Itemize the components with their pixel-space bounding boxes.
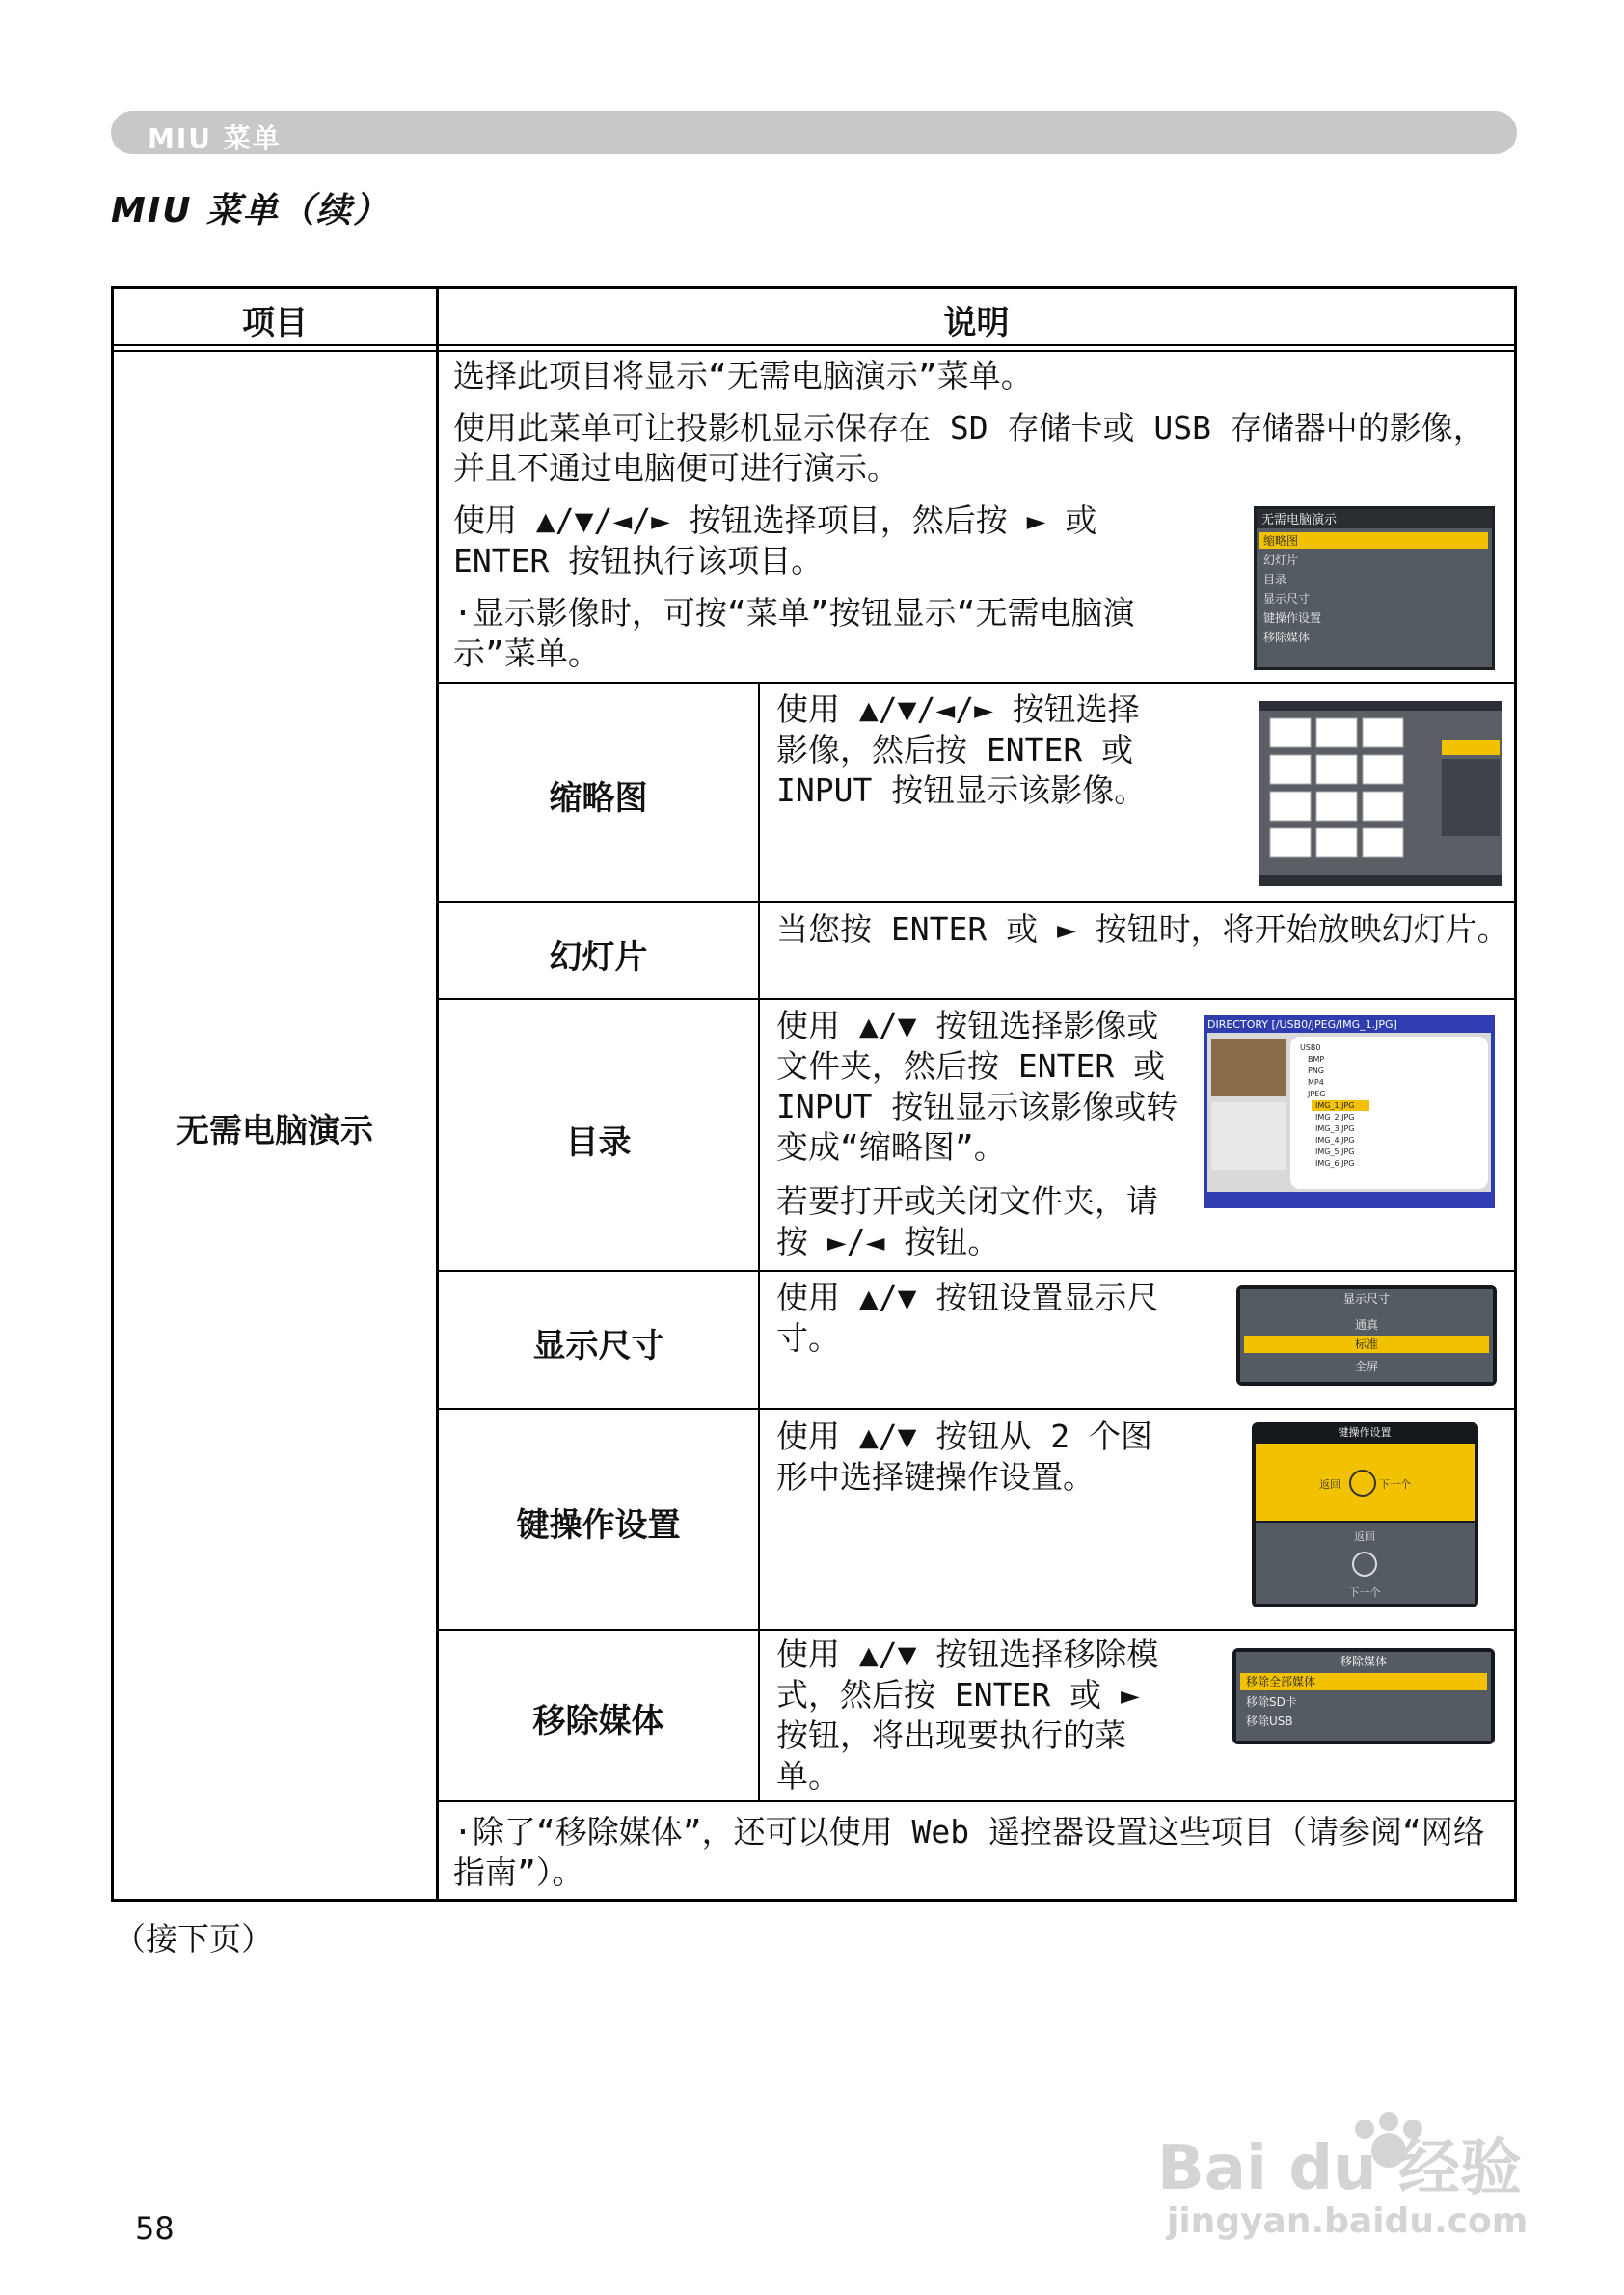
thumbnail-screenshot [1259,701,1502,886]
directory-screenshot [1204,1015,1495,1208]
page-title: MIU 菜单（续） [111,191,390,230]
section-header-bar [111,111,1517,154]
dir-tree-item: IMG_1.JPG [1315,1101,1355,1110]
dir-tree-item: IMG_2.JPG [1315,1113,1355,1121]
row-desc-directory-1: 使用 ▲/▼ 按钮选择影像或文件夹，然后按 ENTER 或 INPUT 按钮显示该影像或转变成“缩略图”。 [776,1007,1178,1166]
menu-shot-title: 无需电脑演示 [1261,513,1338,527]
keyop-shot-back-2: 返回 [1354,1530,1375,1543]
pcless-menu-screenshot [1254,506,1495,670]
menu-shot-item: 目录 [1263,573,1287,586]
size-shot-item: 通真 [1354,1318,1379,1332]
key-operation-screenshot [1252,1422,1478,1607]
menu-table [111,286,1517,1902]
remove-shot-title: 移除媒体 [1340,1655,1388,1668]
dir-tree-item: MP4 [1308,1078,1324,1087]
dir-tree-item: IMG_5.JPG [1315,1148,1355,1156]
menu-shot-item: 键操作设置 [1263,611,1322,625]
size-shot-item: 标准 [1354,1337,1379,1351]
intro-paragraph-3: 使用 ▲/▼/◄/► 按钮选择项目，然后按 ► 或 ENTER 按钮执行该项目。 [453,501,1097,580]
row-desc-directory-2: 若要打开或关闭文件夹，请按 ►/◄ 按钮。 [776,1182,1158,1260]
row-label-directory: 目录 [565,1123,632,1162]
page-number: 58 [135,2210,175,2247]
keyop-shot-title: 键操作设置 [1338,1426,1392,1439]
intro-paragraph-1: 选择此项目将显示“无需电脑演示”菜单。 [453,357,1033,394]
row-desc-remove-media: 使用 ▲/▼ 按钮选择移除模式，然后按 ENTER 或 ► 按钮，将出现要执行的菜单。 [776,1635,1159,1795]
dir-tree-item: PNG [1308,1066,1325,1075]
dir-tree-item: IMG_3.JPG [1315,1124,1355,1133]
dir-tree-item: IMG_4.JPG [1315,1136,1355,1145]
keyop-shot-next: 下一个 [1379,1478,1411,1491]
size-shot-item: 全屏 [1354,1360,1379,1373]
dir-tree-item: IMG_6.JPG [1315,1159,1355,1168]
remove-media-screenshot [1232,1648,1495,1744]
row-desc-slideshow: 当您按 ENTER 或 ► 按钮时，将开始放映幻灯片。 [776,910,1509,948]
keyop-shot-back: 返回 [1319,1478,1340,1491]
bottom-note: ·除了“移除媒体”，还可以使用 Web 遥控器设置这些项目（请参阅“网络指南”）。 [453,1813,1485,1891]
dir-tree-item: BMP [1308,1055,1325,1064]
row-label-thumbnail: 缩略图 [549,779,648,818]
remove-shot-item: 移除SD卡 [1246,1695,1297,1709]
menu-shot-item: 移除媒体 [1263,631,1311,644]
remove-shot-item: 移除全部媒体 [1246,1675,1316,1688]
menu-shot-item: 显示尺寸 [1263,592,1311,606]
menu-shot-item: 缩略图 [1263,534,1299,548]
keyop-shot-next-2: 下一个 [1348,1586,1381,1599]
directory-shot-title: DIRECTORY [/USB0/JPEG/IMG_1.JPG] [1207,1018,1397,1031]
column-header-item: 项目 [242,304,308,342]
main-item-label: 无需电脑演示 [176,1112,373,1150]
remove-shot-item: 移除USB [1246,1714,1293,1728]
column-header-description: 说明 [943,304,1010,342]
baidu-watermark [1157,2102,1543,2256]
row-desc-thumbnail: 使用 ▲/▼/◄/► 按钮选择影像，然后按 ENTER 或 INPUT 按钮显示该影像。 [776,690,1147,809]
watermark-url: jingyan.baidu.com [1167,2201,1529,2241]
menu-shot-item: 幻灯片 [1263,554,1299,567]
watermark-brand: Bai du 经验 [1157,2133,1522,2204]
row-label-remove-media: 移除媒体 [532,1702,664,1741]
row-label-slideshow: 幻灯片 [549,938,648,977]
continued-note: （接下页） [114,1920,273,1958]
intro-paragraph-2: 使用此菜单可让投影机显示保存在 SD 存储卡或 USB 存储器中的影像，并且不通过电脑便可进行演示。 [453,409,1485,487]
dir-tree-item: JPEG [1308,1090,1326,1098]
row-desc-key-operation: 使用 ▲/▼ 按钮从 2 个图形中选择键操作设置。 [776,1418,1152,1496]
row-label-key-operation: 键操作设置 [516,1506,681,1545]
size-shot-title: 显示尺寸 [1342,1292,1391,1306]
intro-paragraph-4: ·显示影像时，可按“菜单”按钮显示“无需电脑演示”菜单。 [453,594,1135,672]
display-size-screenshot [1236,1285,1497,1386]
row-label-display-size: 显示尺寸 [532,1327,664,1365]
row-desc-display-size: 使用 ▲/▼ 按钮设置显示尺寸。 [776,1279,1159,1357]
header-bar-label: MIU 菜单 [148,122,282,154]
dir-tree-item: USB0 [1300,1043,1321,1052]
